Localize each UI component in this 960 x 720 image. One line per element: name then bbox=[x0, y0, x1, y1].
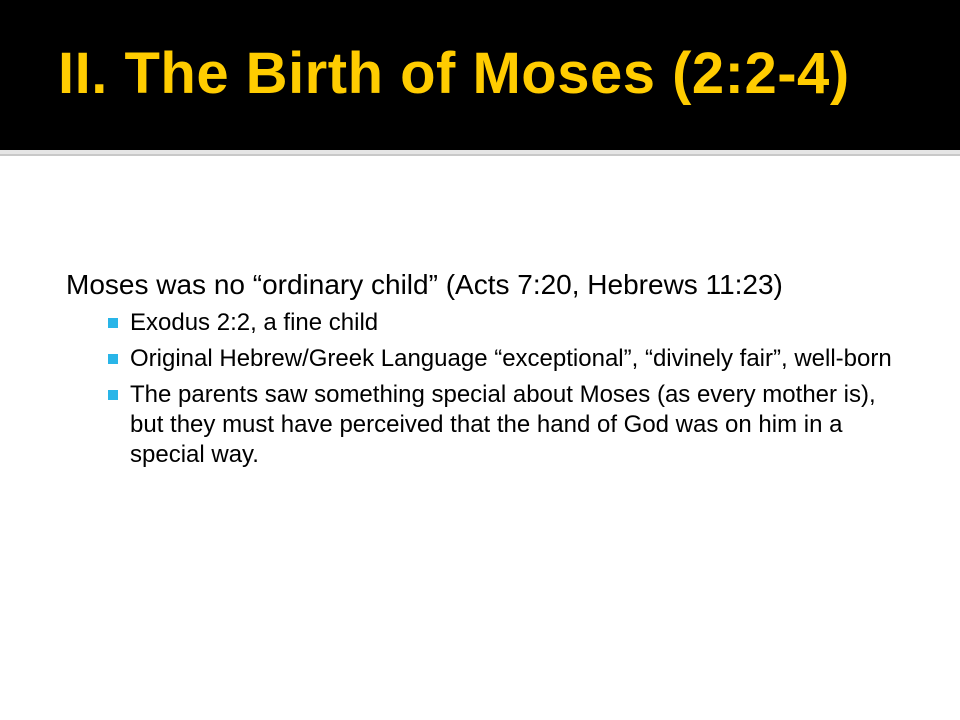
bullet-text: The parents saw something special about Moses (as every mother is), but they must have perceived that the hand of God was on him in a special way. bbox=[130, 381, 876, 468]
title-divider-shadow bbox=[0, 154, 960, 156]
bullet-item bbox=[66, 308, 906, 338]
bullet-text: Original Hebrew/Greek Language “exceptional”, “divinely fair”, well-born bbox=[130, 345, 892, 372]
bullet-item bbox=[66, 344, 906, 374]
bullet-text: Exodus 2:2, a fine child bbox=[130, 309, 379, 336]
square-bullet-icon bbox=[108, 354, 118, 364]
bullet-list bbox=[66, 308, 906, 470]
slide-content bbox=[66, 268, 906, 476]
title-bar bbox=[0, 0, 960, 150]
square-bullet-icon bbox=[108, 390, 118, 400]
bullet-item bbox=[66, 380, 906, 470]
lead-paragraph: Moses was no “ordinary child” (Acts 7:20, Hebrews 11:23) bbox=[66, 269, 783, 300]
slide-title: II. The Birth of Moses (2:2-4) bbox=[58, 41, 850, 106]
square-bullet-icon bbox=[108, 318, 118, 328]
